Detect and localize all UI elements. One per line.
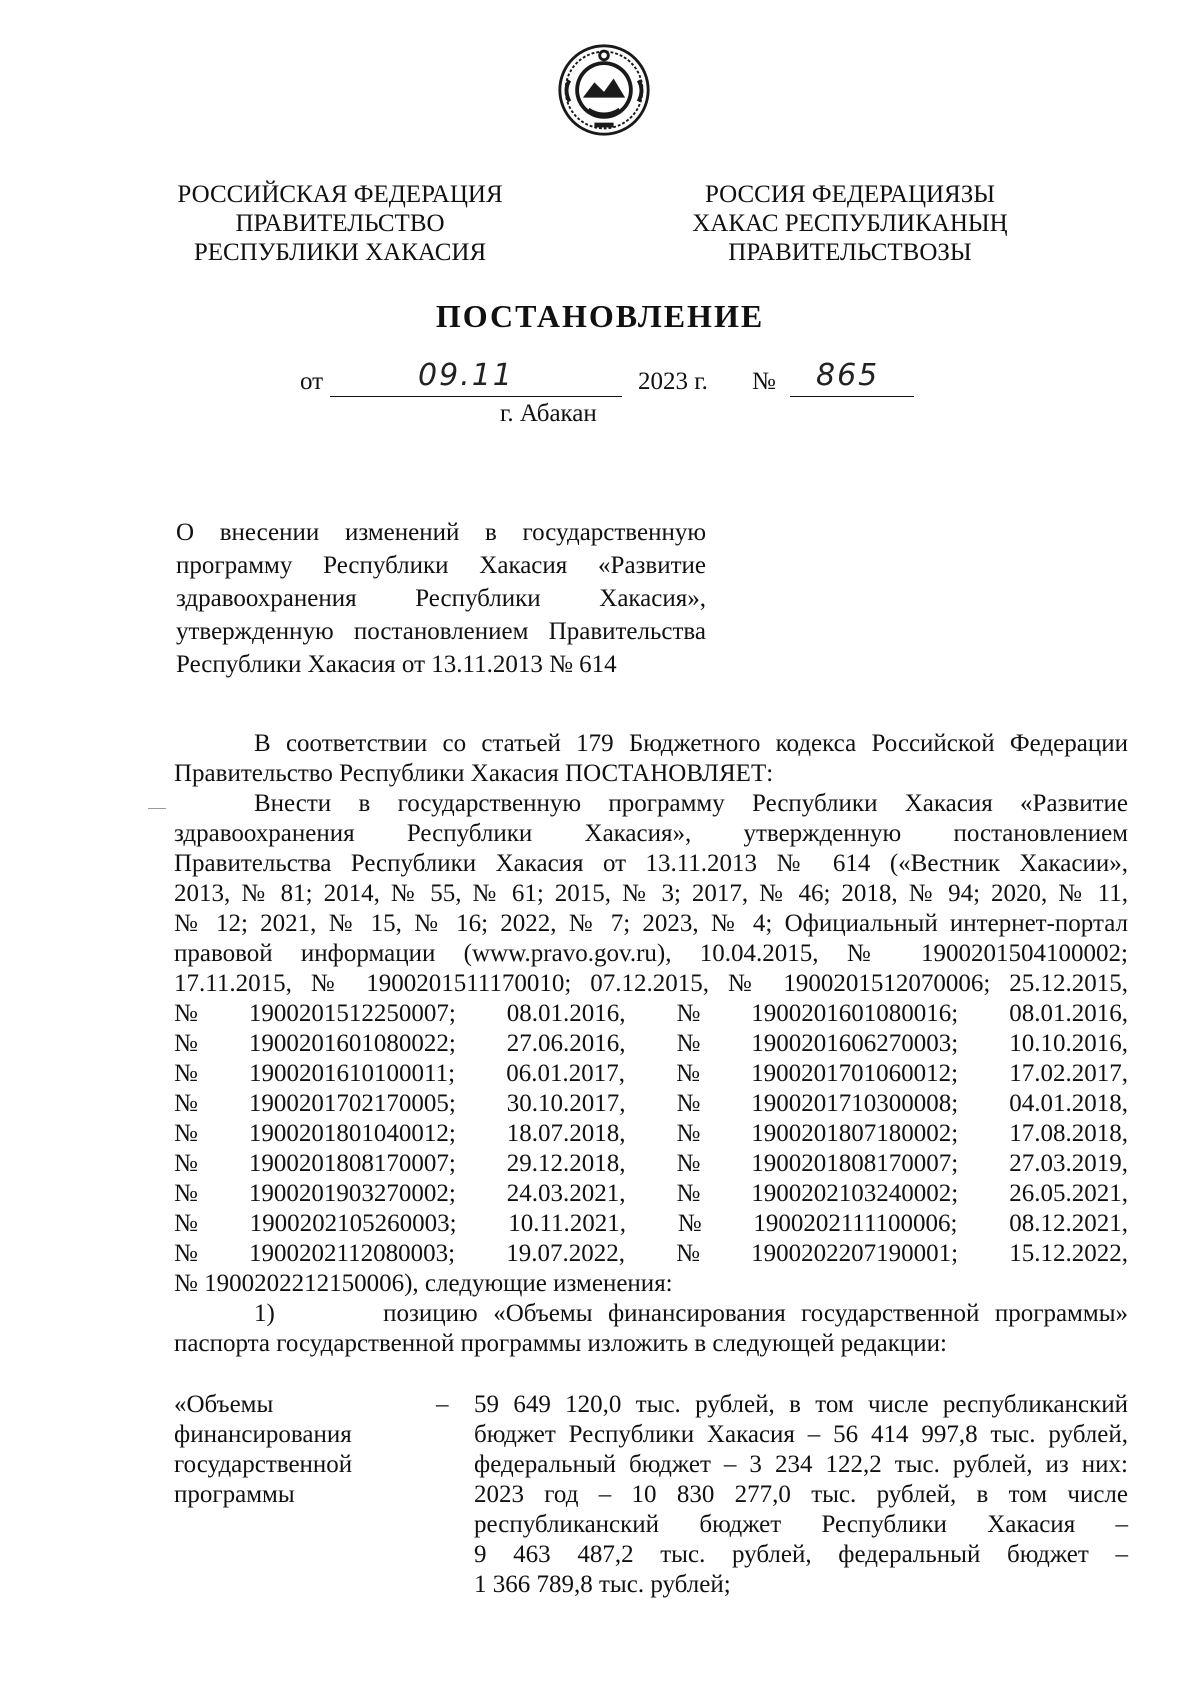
body-para2-line: Внести в государственную программу Республики Хакасия «Развитие — [254, 790, 1128, 817]
grid-cell: 10.10.2016, — [1009, 1030, 1128, 1057]
grid-cell: № — [174, 1150, 198, 1177]
grid-cell: № — [676, 1000, 701, 1027]
grid-cell: № — [676, 1060, 700, 1087]
financing-label — [174, 1390, 414, 1510]
grid-cell: 1900201807180002; — [751, 1120, 959, 1147]
body-para2-line: 2013, № 81; 2014, № 55, № 61; 2015, № 3; 2017, № 46; 2018, № 94; 2020, № 11, — [174, 880, 1128, 907]
date-underline — [330, 396, 622, 397]
financing-label-line: «Объемы — [174, 1391, 274, 1418]
header-right-line: ПРАВИТЕЛЬСТВОЗЫ — [728, 239, 972, 266]
financing-label-line: государственной — [174, 1451, 353, 1478]
financing-text — [474, 1390, 1128, 1600]
subject-line: программу Республики Хакасия «Развитие — [176, 552, 706, 579]
body-para1-line: В соответствии со статьей 179 Бюджетного кодекса Российской Федерации — [254, 730, 1128, 757]
grid-cell: 1900201702170005; — [248, 1090, 456, 1117]
grid-cell: 08.01.2016, — [1009, 1000, 1128, 1027]
body-para2-line: здравоохранения Республики Хакасия», утвержденную постановлением — [174, 820, 1128, 847]
grid-cell: 08.01.2016, — [506, 1000, 626, 1027]
grid-cell: № — [676, 1150, 701, 1177]
financing-text-line: федеральный бюджет – 3 234 122,2 тыс. рублей, из них: — [474, 1451, 1128, 1478]
registration-numbers-grid — [174, 999, 1128, 1269]
grid-cell: 1900201710300008; — [751, 1090, 959, 1117]
financing-label-line: финансирования — [174, 1421, 352, 1448]
header-left-line: ПРАВИТЕЛЬСТВО — [235, 210, 445, 237]
date-year: 2023 г. — [638, 368, 708, 395]
grid-row — [174, 999, 1128, 1029]
body-para1-line: Правительство Республики Хакасия ПОСТАНОВЛЯЕТ: — [174, 760, 774, 787]
city-name: г. Абакан — [500, 400, 597, 427]
subject-block — [176, 516, 706, 681]
grid-row — [174, 1179, 1128, 1209]
body-para2-line: № 12; 2021, № 15, № 16; 2022, № 7; 2023, № 4; Официальный интернет-портал — [174, 910, 1128, 937]
financing-text-line: бюджет Республики Хакасия – 56 414 997,8 тыс. рублей, — [474, 1421, 1128, 1448]
grid-cell: № — [174, 1240, 198, 1267]
grid-cell: № — [174, 1210, 198, 1237]
grid-row — [174, 1029, 1128, 1059]
grid-cell: 10.11.2021, — [508, 1210, 627, 1237]
grid-cell: 26.05.2021, — [1009, 1180, 1128, 1207]
financing-dash: – — [436, 1391, 449, 1418]
handwritten-date: 09.11 — [418, 358, 514, 393]
header-left-block — [160, 180, 520, 267]
grid-cell: 08.12.2021, — [1009, 1210, 1128, 1237]
grid-row — [174, 1239, 1128, 1269]
grid-cell: № — [174, 1060, 198, 1087]
grid-cell: 29.12.2018, — [506, 1150, 626, 1177]
grid-cell: 17.02.2017, — [1009, 1060, 1128, 1087]
body-item1-line: паспорта государственной программы изложить в следующей редакции: — [174, 1330, 947, 1357]
grid-cell: 1900202112080003; — [249, 1240, 456, 1267]
grid-cell: № — [174, 1090, 198, 1117]
body-para2-line: 17.11.2015, № 1900201511170010; 07.12.2015, № 1900201512070006; 25.12.2015, — [174, 970, 1128, 997]
financing-text-line: 9 463 487,2 тыс. рублей, федеральный бюджет – — [474, 1541, 1128, 1568]
date-number-line — [300, 358, 920, 402]
grid-cell: 1900201903270002; — [248, 1180, 456, 1207]
grid-cell: № — [676, 1180, 701, 1207]
header-left-line: РЕСПУБЛИКИ ХАКАСИЯ — [193, 239, 487, 266]
grid-cell: 1900202103240002; — [751, 1180, 959, 1207]
grid-cell: 1900201601080022; — [248, 1030, 456, 1057]
grid-cell: № — [676, 1090, 701, 1117]
header-right-line: ХАКАС РЕСПУБЛИКАНЫҢ — [692, 210, 1008, 237]
grid-cell: 30.10.2017, — [506, 1090, 626, 1117]
grid-cell: № — [676, 1240, 700, 1267]
grid-cell: 1900201801040012; — [248, 1120, 456, 1147]
grid-cell: 17.08.2018, — [1009, 1120, 1128, 1147]
body-para2-line: Правительства Республики Хакасия от 13.11.2013 № 614 («Вестник Хакасии», — [174, 850, 1128, 877]
financing-label-line: программы — [174, 1481, 295, 1508]
grid-row — [174, 1149, 1128, 1179]
number-underline — [790, 396, 914, 397]
grid-cell: 27.06.2016, — [506, 1030, 626, 1057]
subject-line: утвержденную постановлением Правительства — [176, 618, 706, 645]
grid-cell: 24.03.2021, — [506, 1180, 626, 1207]
header-left-line: РОССИЙСКАЯ ФЕДЕРАЦИЯ — [177, 181, 503, 208]
grid-cell: 1900202105260003; — [249, 1210, 457, 1237]
grid-cell: 15.12.2022, — [1009, 1240, 1128, 1267]
grid-row — [174, 1059, 1128, 1089]
header-right-line: РОССИЯ ФЕДЕРАЦИЯЗЫ — [704, 181, 996, 208]
financing-text-line: 2023 год – 10 830 277,0 тыс. рублей, в том числе — [474, 1481, 1128, 1508]
subject-line: здравоохранения Республики Хакасия», — [176, 585, 706, 612]
body-after-grid: № 1900202212150006), следующие изменения: — [174, 1270, 673, 1297]
grid-cell: 06.01.2017, — [506, 1060, 625, 1087]
grid-row — [174, 1119, 1128, 1149]
grid-cell: 1900201808170007; — [248, 1150, 456, 1177]
grid-cell: № — [174, 1030, 198, 1057]
document-title: ПОСТАНОВЛЕНИЕ — [435, 298, 765, 334]
grid-cell: 1900201601080016; — [751, 1000, 959, 1027]
handwritten-number: 865 — [816, 358, 880, 393]
financing-text-line: 59 649 120,0 тыс. рублей, в том числе республиканский — [474, 1391, 1128, 1418]
grid-row — [174, 1089, 1128, 1119]
grid-cell: 1900201808170007; — [751, 1150, 959, 1177]
grid-cell: 04.01.2018, — [1009, 1090, 1128, 1117]
grid-cell: 18.07.2018, — [506, 1120, 626, 1147]
grid-cell: № — [677, 1210, 702, 1237]
grid-cell: 19.07.2022, — [506, 1240, 625, 1267]
header-right-block — [680, 180, 1020, 267]
margin-mark — [148, 808, 166, 809]
subject-line: О внесении изменений в государственную — [176, 519, 706, 546]
grid-cell: № — [676, 1120, 701, 1147]
grid-row — [174, 1209, 1128, 1239]
grid-cell: 1900202111100006; — [753, 1210, 958, 1237]
grid-cell: № — [174, 1000, 198, 1027]
grid-cell: № — [174, 1180, 198, 1207]
grid-cell: 1900201606270003; — [751, 1030, 959, 1057]
grid-cell: 27.03.2019, — [1009, 1150, 1128, 1177]
number-sign: № — [752, 368, 776, 395]
grid-cell: № — [676, 1030, 701, 1057]
body-item1-line: 1) позицию «Объемы финансирования государственной программы» — [254, 1300, 1128, 1327]
financing-text-line: республиканский бюджет Республики Хакасия – — [474, 1511, 1128, 1538]
grid-cell: № — [174, 1120, 198, 1147]
grid-cell: 1900202207190001; — [751, 1240, 959, 1267]
subject-line: Республики Хакасия от 13.11.2013 № 614 — [176, 651, 617, 678]
date-prefix: от — [300, 368, 324, 395]
document-body — [174, 729, 1128, 1359]
financing-text-line: 1 366 789,8 тыс. рублей; — [474, 1571, 731, 1598]
grid-cell: 1900201610100011; — [249, 1060, 456, 1087]
grid-cell: 1900201512250007; — [248, 1000, 456, 1027]
body-para2-line: правовой информации (www.pravo.gov.ru), 10.04.2015, № 1900201504100002; — [174, 940, 1128, 967]
grid-cell: 1900201701060012; — [751, 1060, 959, 1087]
coat-of-arms-emblem — [556, 42, 652, 138]
